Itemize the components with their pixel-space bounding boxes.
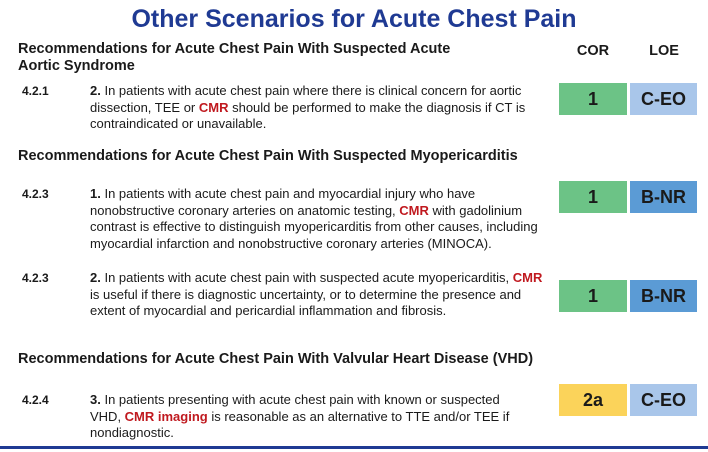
recommendation-pre: In patients presenting with acute chest pain with known or suspected VHD,	[90, 392, 500, 424]
recommendation-lead: 2.	[90, 83, 101, 98]
recommendation-text	[90, 392, 530, 442]
recommendation-post: is reasonable as an alternative to TTE and/or TEE if nondiagnostic.	[90, 408, 510, 441]
recommendation-pre: In patients with acute chest pain where there is clinical concern for aortic dissection, TEE or	[90, 83, 522, 115]
recommendation-number: 4.2.3	[22, 271, 49, 285]
recommendation-highlight: CMR	[198, 99, 229, 115]
recommendation-text	[90, 186, 550, 252]
loe-badge: C-EO	[630, 384, 697, 416]
recommendation-lead: 1.	[90, 186, 101, 201]
recommendation-number: 4.2.1	[22, 84, 49, 98]
loe-badge: C-EO	[630, 83, 697, 115]
section-heading-vhd: Recommendations for Acute Chest Pain With Valvular Heart Disease (VHD)	[18, 351, 534, 367]
recommendation-text	[90, 270, 550, 320]
recommendation-highlight: CMR imaging	[124, 408, 208, 424]
recommendation-text	[90, 83, 550, 133]
loe-badge: B-NR	[630, 280, 697, 312]
cor-badge: 2a	[559, 384, 627, 416]
loe-badge: B-NR	[630, 181, 697, 213]
loe-column-header: LOE	[649, 43, 679, 59]
bottom-divider	[0, 446, 708, 449]
recommendation-pre: In patients with acute chest pain and myocardial injury who have nonobstructive coronary arteries on anatomic testing,	[90, 186, 476, 218]
cor-badge: 1	[559, 181, 627, 213]
recommendation-post: with gadolinium contrast is effective to distinguish myopericarditis from other causes, including myocardial infarction and nonobstructive coronary arteries (MINOCA).	[90, 202, 538, 251]
section-heading-myopericarditis: Recommendations for Acute Chest Pain With Suspected Myopericarditis	[18, 148, 518, 164]
section-heading-aortic: Recommendations for Acute Chest Pain With Suspected Acute Aortic Syndrome	[18, 41, 451, 74]
cor-badge: 1	[559, 280, 627, 312]
recommendation-highlight: CMR	[512, 270, 543, 285]
recommendation-lead: 2.	[90, 270, 101, 285]
recommendation-pre: In patients with acute chest pain with suspected acute myopericarditis,	[100, 270, 513, 285]
cor-badge: 1	[559, 83, 627, 115]
recommendation-highlight: CMR	[399, 202, 429, 218]
recommendation-post: is useful if there is diagnostic uncertainty, or to determine the presence and extent of myocardial and pericardial inflammation and fibrosis.	[90, 286, 522, 319]
recommendation-post: should be performed to make the diagnosis if CT is contraindicated or unavailable.	[90, 99, 526, 132]
recommendation-number: 4.2.4	[22, 393, 49, 407]
recommendation-lead: 3.	[90, 392, 101, 407]
page-title: Other Scenarios for Acute Chest Pain	[131, 5, 577, 33]
cor-column-header: COR	[576, 43, 610, 59]
recommendation-number: 4.2.3	[22, 187, 49, 201]
